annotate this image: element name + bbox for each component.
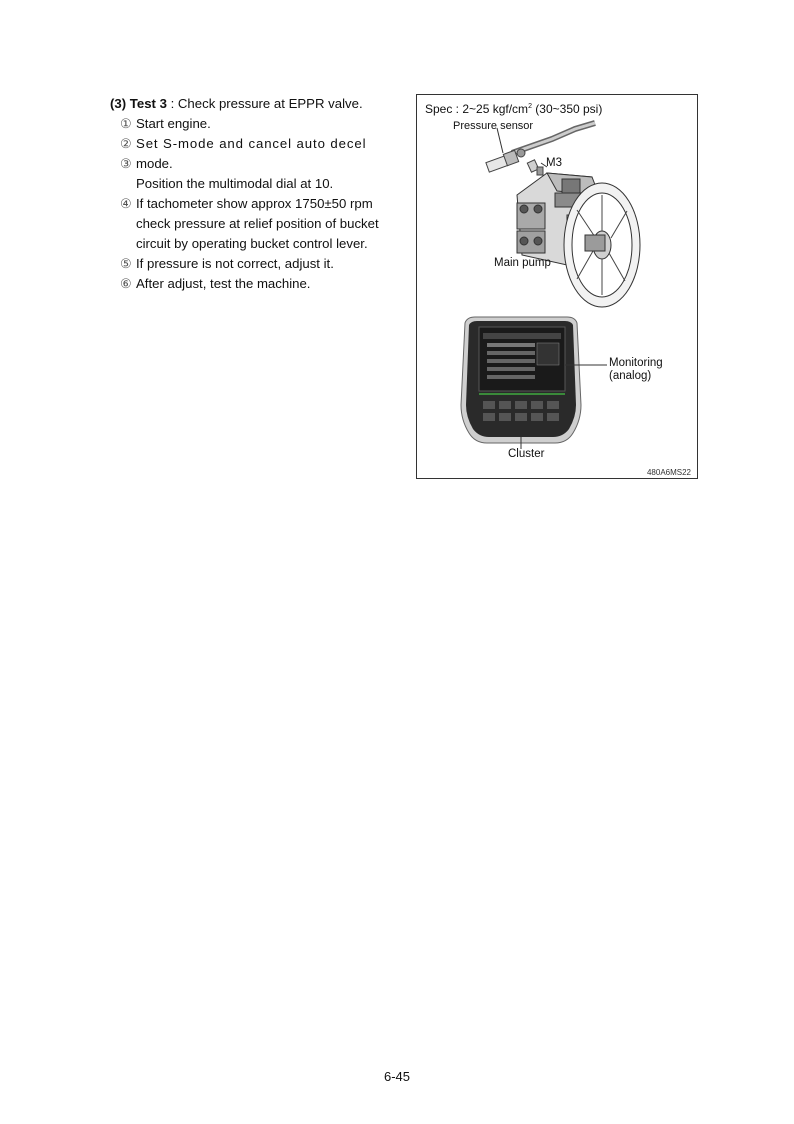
step-text: Position the multimodal dial at 10.	[136, 176, 334, 191]
monitoring-label: Monitoring (analog)	[609, 357, 663, 382]
step-heading	[110, 94, 385, 114]
step-heading-number: (3) Test 3	[110, 96, 167, 111]
pressure-sensor-label: Pressure sensor	[453, 120, 534, 132]
step-marker: ①	[120, 116, 132, 131]
step-text: check pressure at relief position of bucket	[136, 216, 379, 231]
step-marker: ②	[120, 136, 132, 151]
step-text: If pressure is not correct, adjust it.	[136, 256, 334, 271]
figure-code: 480A6MS22	[646, 468, 691, 477]
step-item	[110, 134, 385, 154]
step-text: Set S-mode and cancel auto decel	[136, 136, 367, 151]
cluster-label: Cluster	[508, 448, 545, 460]
figure-illustration	[417, 95, 697, 478]
cluster-illustration	[461, 317, 607, 449]
step-marker: ⑥	[120, 276, 132, 291]
step-text: Start engine.	[136, 116, 211, 131]
step-item	[110, 154, 385, 174]
step-item	[110, 274, 385, 294]
m3-label: M3	[546, 157, 562, 169]
step-text: circuit by operating bucket control lever.	[136, 236, 368, 251]
step-item	[110, 194, 385, 214]
step-item	[110, 114, 385, 134]
step-text: After adjust, test the machine.	[136, 276, 311, 291]
main-pump-label: Main pump	[494, 257, 551, 269]
step-heading-text: : Check pressure at EPPR valve.	[166, 96, 363, 111]
figure-panel	[416, 94, 698, 479]
step-item	[110, 234, 385, 254]
step-marker: ⑤	[120, 256, 132, 271]
spec-label: Spec : 2~25 kgf/$cm^2$ (30~350 psi)	[425, 102, 603, 116]
page-number: 6-45	[383, 1069, 411, 1084]
step-item	[110, 214, 385, 234]
step-text: If tachometer show approx 1750±50 rpm	[136, 196, 373, 211]
step-text: mode.	[136, 156, 173, 171]
pressure-sensor-illustration	[486, 128, 525, 172]
step-item	[110, 174, 385, 194]
procedure-steps	[110, 94, 385, 294]
step-marker: ④	[120, 196, 132, 211]
step-marker: ③	[120, 156, 132, 171]
m3-port-illustration	[527, 160, 547, 175]
main-pump-illustration	[517, 173, 640, 307]
step-item	[110, 254, 385, 274]
